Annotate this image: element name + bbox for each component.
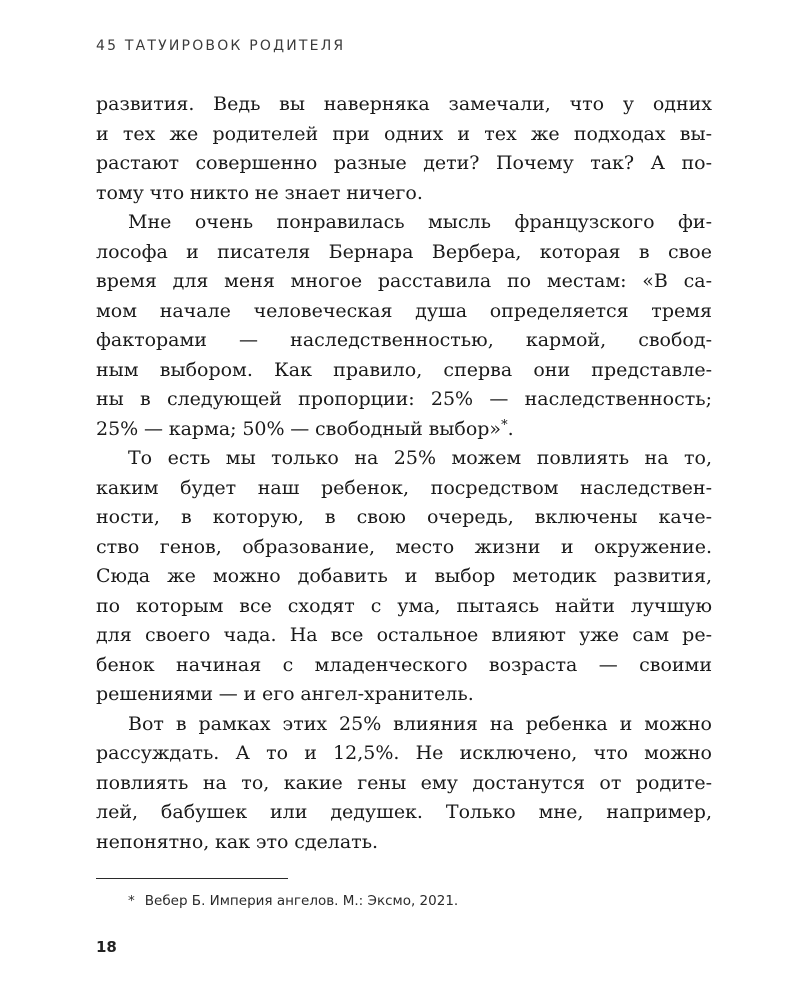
- quote-end-text: 25% — карма; 50% — свободный выбор»: [96, 417, 502, 440]
- text-line: ным выбором. Как правило, сперва они представле-: [96, 358, 712, 381]
- page-number: 18: [96, 938, 117, 956]
- text-line: время для меня многое расставила по местам: «В са-: [96, 270, 712, 292]
- text-line: лей, бабушек или дедушек. Только мне, например,: [96, 801, 712, 823]
- text-line: рассуждать. А то и 12,5%. Не исключено, что можно: [96, 742, 712, 764]
- text-line: решениями — и его ангел-хранитель.: [96, 683, 474, 705]
- footnote: [128, 893, 458, 909]
- text-line: развития. Ведь вы наверняка замечали, что у одних: [96, 93, 712, 115]
- footnote-divider: [96, 878, 288, 879]
- text-line: растают совершенно разные дети? Почему так? А по-: [96, 152, 712, 174]
- footnote-marker: *: [128, 893, 135, 909]
- text-line: Сюда же можно добавить и выбор методик развития,: [96, 565, 712, 587]
- body-text: [96, 90, 712, 857]
- text-line: непонятно, как это сделать.: [96, 830, 379, 853]
- text-line: лософа и писателя Бернара Вербера, которая в свое: [96, 240, 712, 263]
- paragraph-start-line: Вот в рамках этих 25% влияния на ребенка и можно: [128, 712, 712, 735]
- text-line: мом начале человеческая душа определяется тремя: [96, 299, 712, 322]
- quote-end-line: [96, 415, 712, 445]
- running-header: 45 ТАТУИРОВОК РОДИТЕЛЯ: [96, 38, 346, 54]
- sentence-period: .: [507, 417, 514, 440]
- text-line: ны в следующей пропорции: 25% — наследственность;: [96, 388, 712, 410]
- text-line: по которым все сходят с ума, пытаясь найти лучшую: [96, 594, 712, 617]
- text-line: факторами — наследственностью, кармой, свобод-: [96, 329, 712, 351]
- footnote-reference: *: [501, 417, 508, 433]
- text-line: и тех же родителей при одних и тех же подходах вы-: [96, 122, 712, 145]
- text-line: ности, в которую, в свою очередь, включены каче-: [96, 506, 712, 528]
- footnote-text: Вебер Б. Империя ангелов. М.: Эксмо, 2021.: [144, 893, 459, 909]
- text-line: для своего чада. На все остальное влияют уже сам ре-: [96, 624, 712, 646]
- text-line: повлиять на то, какие гены ему достанутся от родите-: [96, 771, 712, 794]
- text-line: тому что никто не знает ничего.: [96, 181, 423, 204]
- text-line: каким будет наш ребенок, посредством наследствен-: [96, 476, 712, 499]
- paragraph-start-line: То есть мы только на 25% можем повлиять на то,: [128, 447, 712, 469]
- text-line: бенок начиная с младенческого возраста — своими: [96, 653, 712, 676]
- text-line: ство генов, образование, место жизни и окружение.: [96, 535, 712, 558]
- paragraph-start-line: Мне очень понравилась мысль французского фи-: [128, 211, 712, 233]
